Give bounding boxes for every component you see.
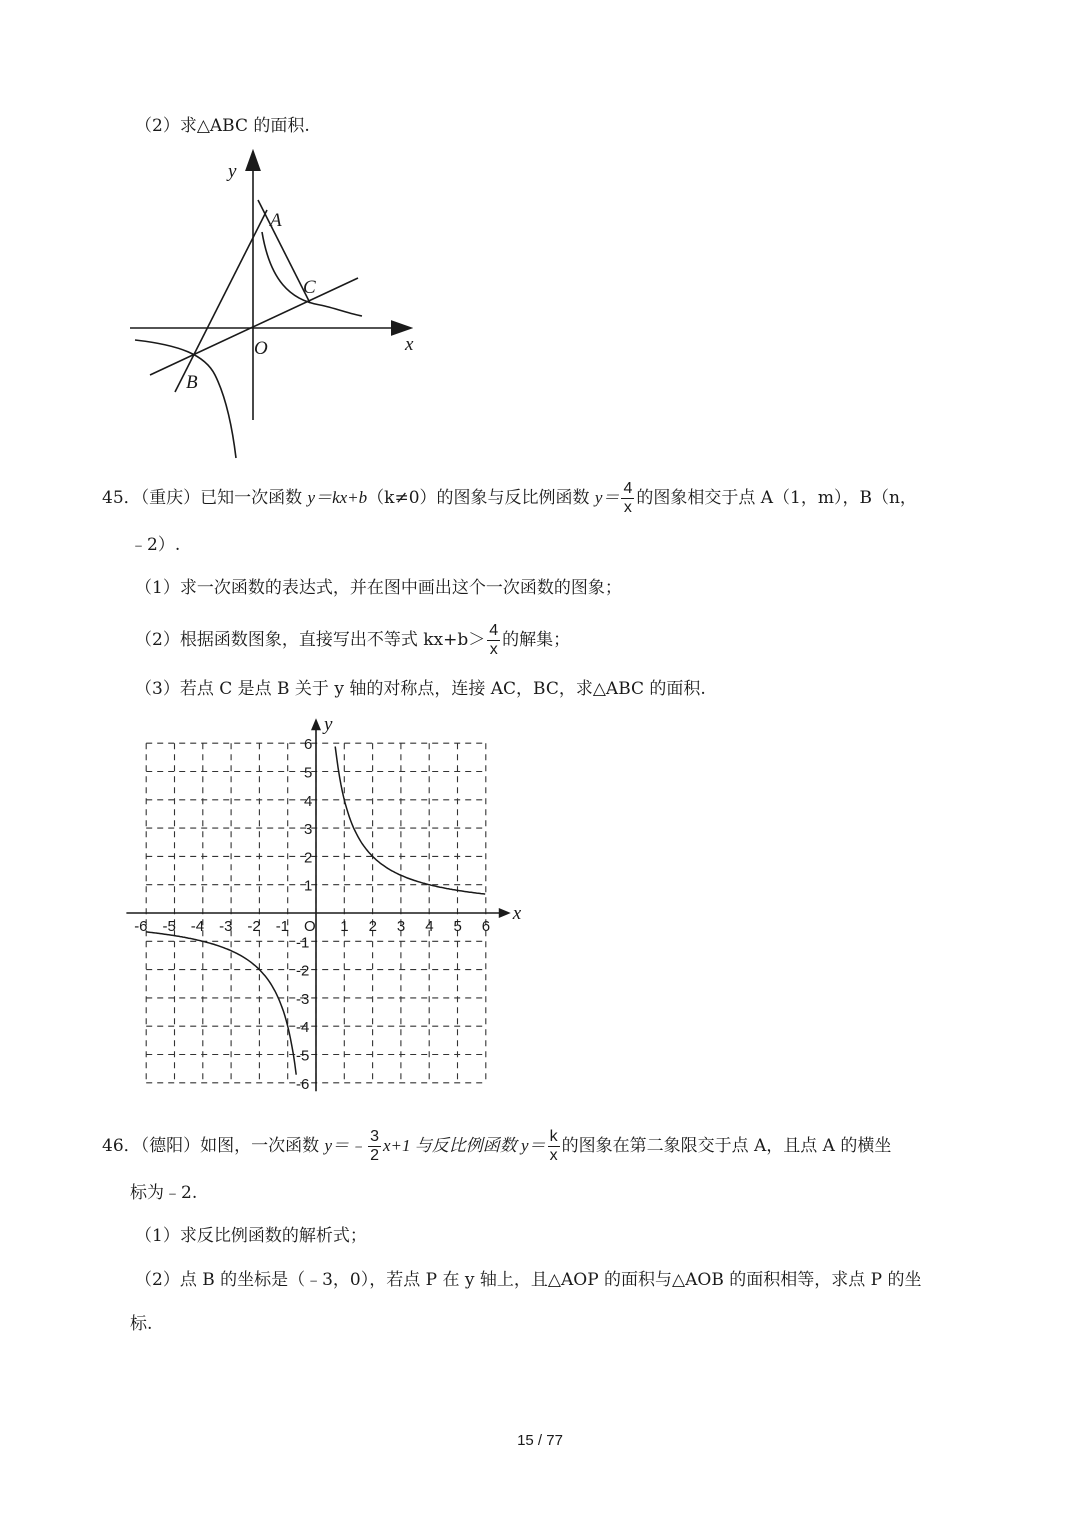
y-tick-label: 4 (304, 792, 313, 810)
q45-part2-post: 的解集； (502, 630, 571, 650)
q45-function: y＝kx+b (307, 488, 368, 507)
q46-stem (102, 1128, 891, 1165)
q46-k-num: k (549, 1128, 558, 1145)
q44-part2: （2）求△ABC 的面积. (135, 116, 310, 136)
y-tick-label: -1 (296, 934, 310, 952)
x-tick-label: 1 (340, 918, 349, 935)
q46-after: 的图象在第二象限交于点 A，且点 A 的横坐 (561, 1136, 892, 1156)
page-number: 15 / 77 (517, 1432, 563, 1449)
q44-figure (0, 0, 1080, 470)
y-tick-label: 2 (304, 849, 313, 867)
q46-function-after: x+1 与反比例函数 (383, 1136, 522, 1155)
grid-origin-label: O (304, 918, 316, 935)
q45-part2-fraction (487, 622, 500, 659)
x-tick-label: 5 (453, 918, 462, 935)
x-tick-label: -6 (134, 918, 148, 935)
q45-condition: （k≠0）的图象与反比例函数 (367, 488, 595, 508)
x-tick-label: 3 (396, 918, 406, 935)
q44-y-label: y (228, 161, 237, 182)
grid-y-arrow (311, 718, 321, 730)
q44-point-b-label: B (186, 372, 198, 393)
q45-part2-num: 4 (489, 622, 499, 639)
x-tick-label: -3 (219, 918, 233, 935)
q46-part2-cont: 标. (130, 1314, 153, 1334)
x-tick-label: -1 (275, 918, 290, 935)
q46-fraction-den: 2 (370, 1147, 379, 1164)
q45-stem (102, 480, 917, 517)
q44-line-bc (150, 278, 358, 375)
x-tick-label: -2 (247, 918, 261, 935)
q46-number: 46． (102, 1136, 141, 1156)
q46-source: （德阳）如图，一次函数 (140, 1136, 325, 1156)
q46-k-den: x (549, 1147, 558, 1164)
q45-fraction-den: x (623, 499, 632, 516)
q45-source: （重庆）已知一次函数 (140, 488, 308, 508)
q45-number: 45． (102, 488, 141, 508)
y-tick-label: 5 (304, 764, 313, 782)
grid-x-label: x (512, 903, 522, 924)
q45-function2: y＝ (594, 488, 620, 507)
q46-fraction-num: 3 (370, 1128, 379, 1145)
y-tick-label: 6 (304, 736, 313, 754)
q44-x-label: x (405, 334, 414, 355)
q46-part2: （2）点 B 的坐标是（﹣3，0），若点 P 在 y 轴上，且△AOP 的面积与△AOB 的面积相等，求点 P 的坐 (135, 1270, 922, 1290)
y-tick-label: -5 (296, 1047, 310, 1065)
q46-fraction (368, 1128, 381, 1165)
q44-origin-label: O (254, 338, 268, 359)
x-tick-label: 6 (481, 918, 491, 935)
q45-after: 的图象相交于点 A（1，m），B（n， (636, 488, 917, 508)
q44-point-a-label: A (270, 210, 282, 231)
q44-point-c-label: C (303, 277, 316, 298)
q45-grid-figure (0, 700, 1080, 1100)
q45-stem-cont: ﹣2）. (130, 535, 181, 555)
hyperbola-q3 (146, 932, 296, 1075)
q46-part1: （1）求反比例函数的解析式； (135, 1226, 367, 1246)
q45-part1: （1）求一次函数的表达式，并在图中画出这个一次函数的图象； (135, 578, 622, 598)
grid-y-label: y (324, 714, 333, 736)
x-tick-label: -5 (162, 918, 176, 935)
x-tick-label: 2 (368, 918, 377, 935)
x-tick-label: -4 (190, 918, 205, 935)
q44-hyperbola-q1 (262, 232, 362, 316)
q45-fraction-num: 4 (623, 480, 633, 497)
q46-function2: y＝ (521, 1136, 546, 1155)
y-tick-label: -3 (296, 990, 310, 1008)
q45-fraction (621, 480, 634, 517)
q46-stem-cont: 标为﹣2. (130, 1183, 198, 1203)
hyperbola-q1 (335, 747, 485, 895)
y-tick-label: 1 (304, 877, 313, 895)
q45-part2-pre: （2）根据函数图象，直接写出不等式 kx+b＞ (135, 630, 486, 650)
q46-k-fraction (548, 1128, 560, 1165)
grid-x-arrow (499, 908, 511, 918)
q45-part2-den: x (489, 641, 498, 658)
q45-part2 (135, 622, 570, 659)
q45-part3: （3）若点 C 是点 B 关于 y 轴的对称点，连接 AC，BC，求△ABC 的面积. (135, 679, 706, 699)
x-tick-label: 4 (425, 918, 434, 935)
y-tick-label: 3 (304, 821, 313, 839)
q46-function: y＝﹣ (324, 1136, 367, 1155)
y-tick-label: -2 (296, 962, 310, 980)
y-tick-label: -4 (296, 1019, 310, 1037)
y-tick-label: -6 (296, 1075, 310, 1093)
